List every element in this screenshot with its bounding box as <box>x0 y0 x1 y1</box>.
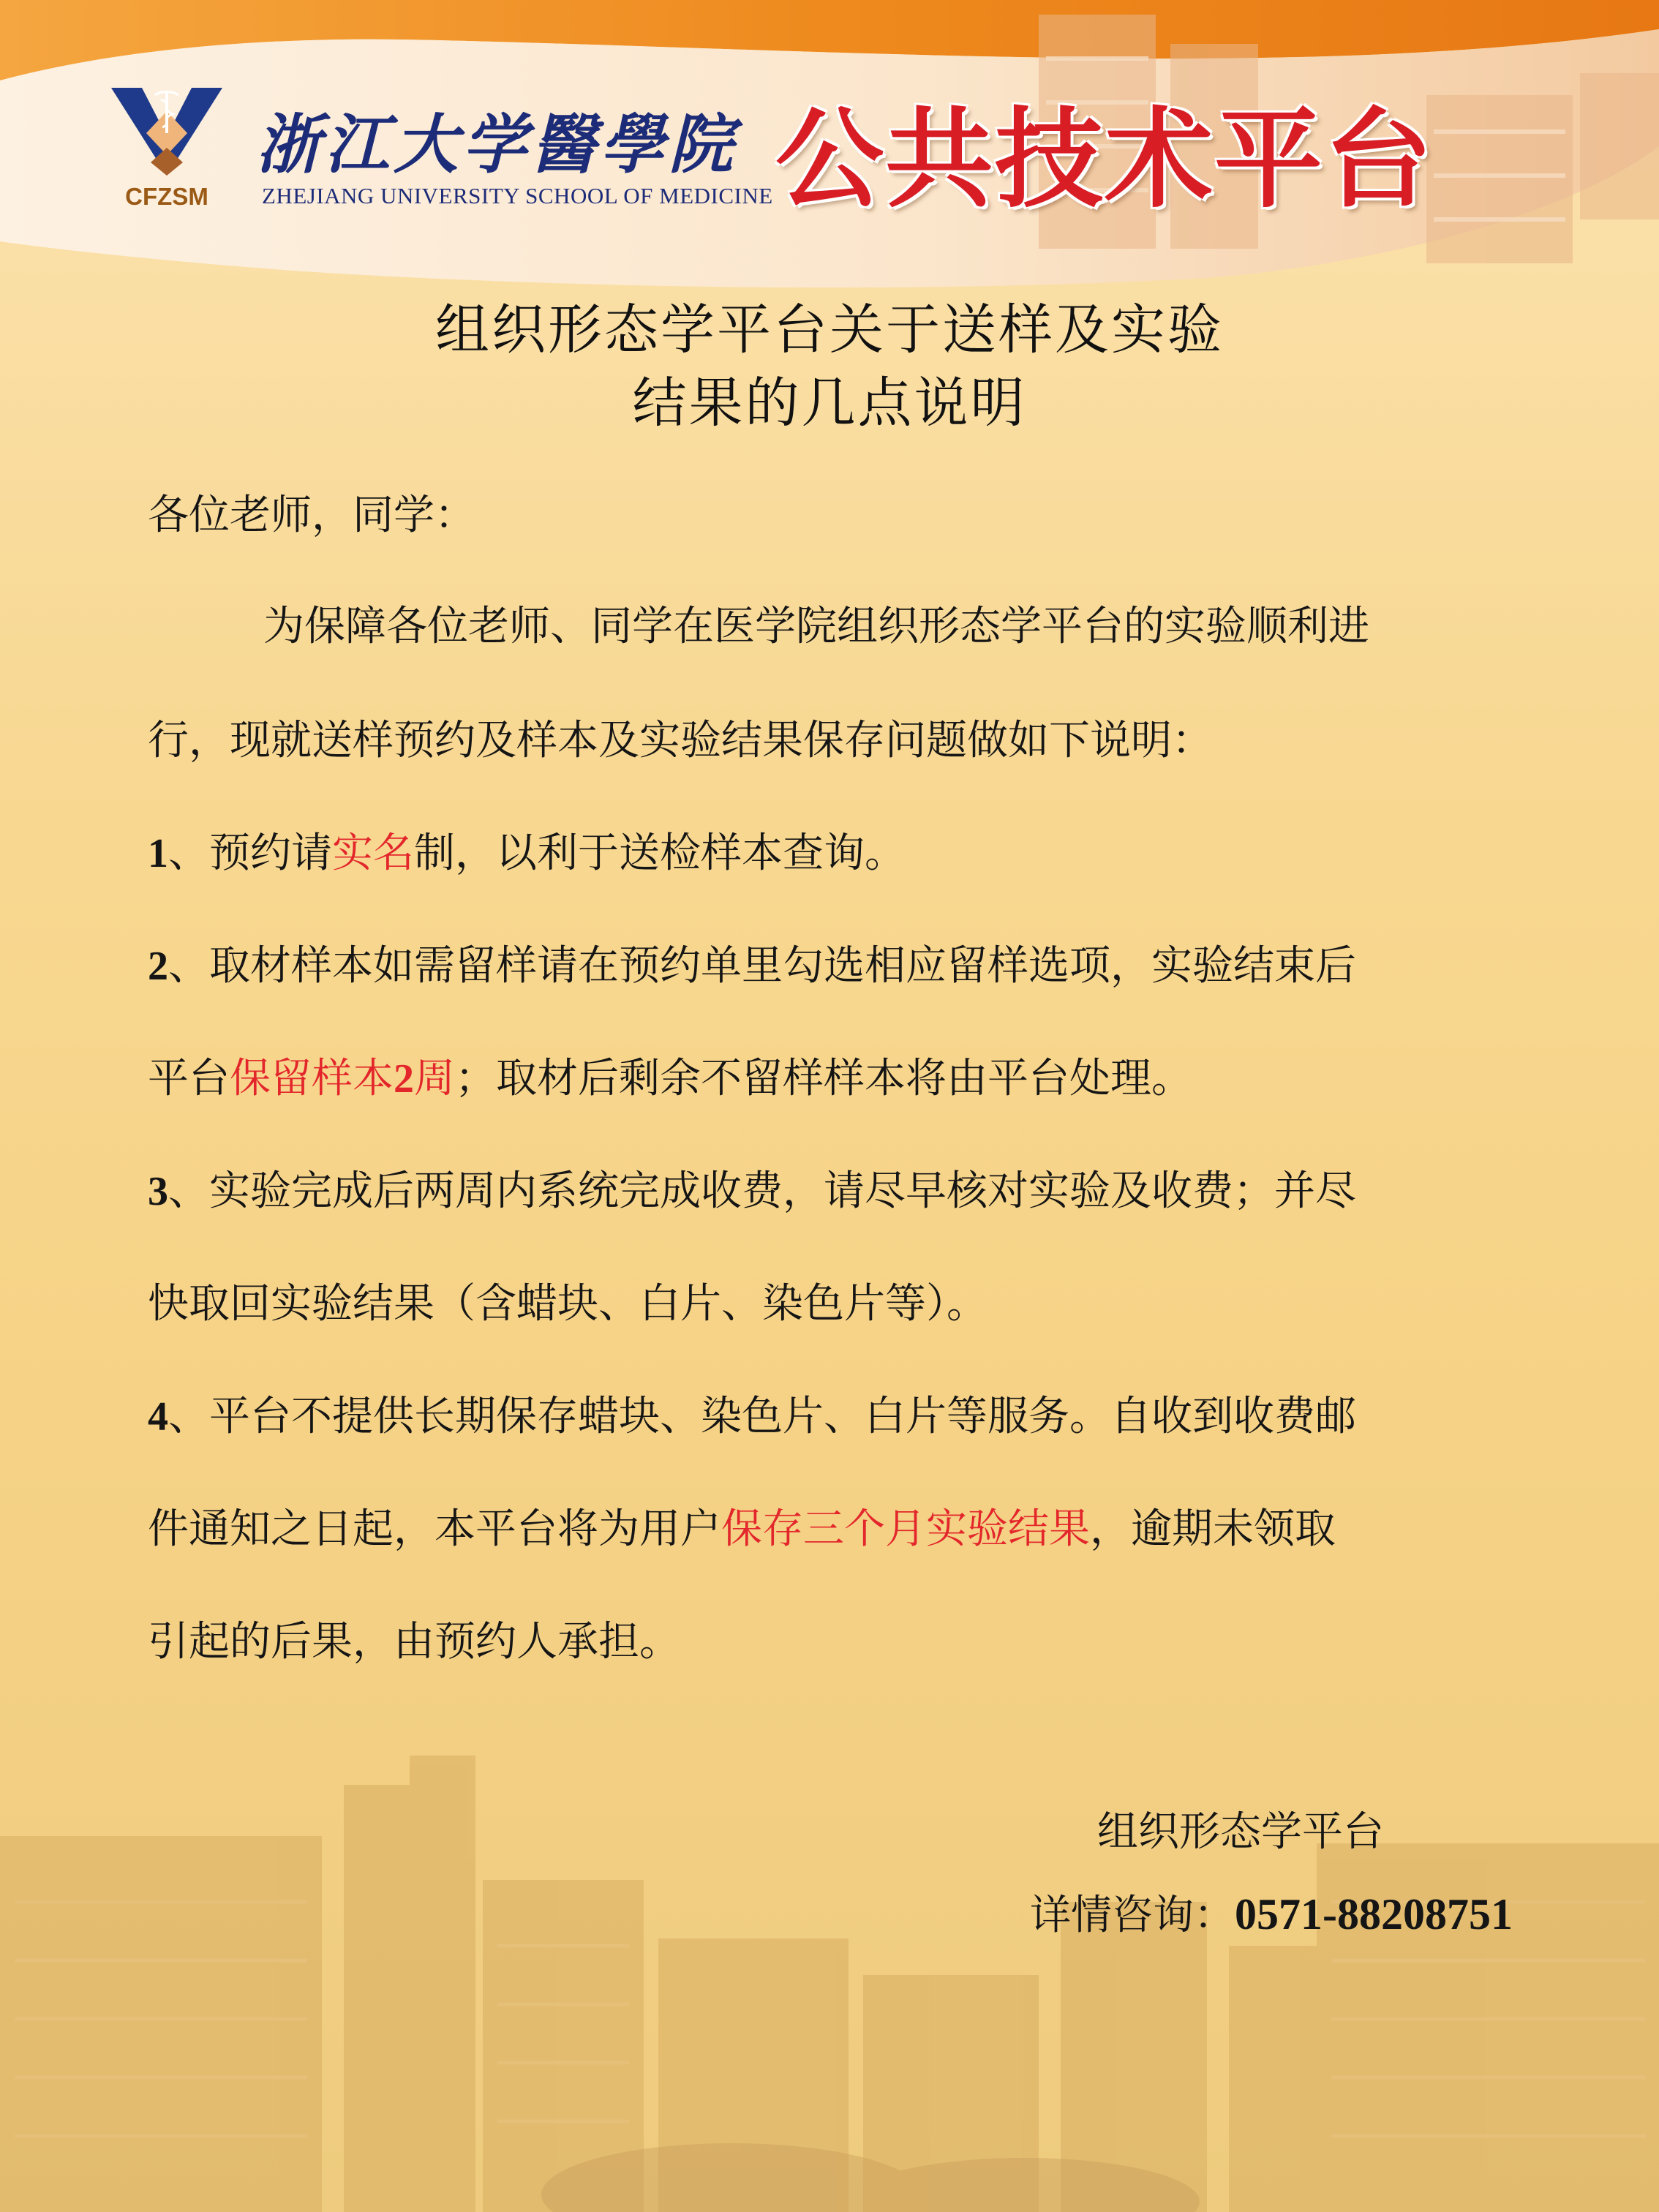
greeting: 各位老师，同学： <box>148 492 475 539</box>
contact-phone: 0571-88208751 <box>1235 1890 1513 1938</box>
item-text: 件通知之日起，本平台将为用户 <box>148 1505 721 1553</box>
item-highlight: 保存三个月实验结果 <box>721 1505 1090 1553</box>
list-item-3-line-1 <box>148 1159 1538 1217</box>
list-item-3-line-2 <box>148 1271 1538 1330</box>
list-item-4-line-3 <box>148 1609 1538 1668</box>
item-text: 制，以利于送检样本查询。 <box>414 830 906 877</box>
item-highlight-number: 2 <box>394 1056 414 1102</box>
platform-title: 公共技术平台 <box>775 95 1434 222</box>
list-item-4-line-2 <box>148 1497 1538 1555</box>
intro-line-1: 为保障各位老师、同学在医学院组织形态学平台的实验顺利进 <box>263 603 1369 650</box>
campus-buildings-background <box>0 1756 1659 2212</box>
item-text: 平台 <box>148 1055 230 1102</box>
item-text: 、平台不提供长期保存蜡块、染色片、白片等服务。自收到收费邮 <box>168 1393 1356 1440</box>
item-text: ；取材后剩余不留样样本将由平台处理。 <box>455 1055 1192 1102</box>
item-number: 4 <box>148 1394 168 1440</box>
logo-label: CFZSM <box>125 183 208 210</box>
caduceus-logo-icon <box>110 82 224 177</box>
list-item-4-line-1 <box>148 1384 1538 1442</box>
school-name-en: ZHEJIANG UNIVERSITY SCHOOL OF MEDICINE <box>262 183 773 208</box>
school-name-cn: 浙江大学醫學院 <box>256 106 738 182</box>
intro-line-2: 行，现就送样预约及样本及实验结果保存问题做如下说明： <box>148 717 1213 764</box>
item-text: 、预约请 <box>168 830 332 877</box>
item-text: ，逾期未领取 <box>1090 1505 1336 1553</box>
item-number: 3 <box>148 1169 168 1214</box>
item-highlight: 实名 <box>332 830 414 877</box>
item-text: 引起的后果，由预约人承担。 <box>148 1618 680 1666</box>
document-title-line-1: 组织形态学平台关于送样及实验 <box>435 298 1224 361</box>
item-text: 、取材样本如需留样请在预约单里勾选相应留样选项，实验结束后 <box>168 942 1356 990</box>
list-item-2-line-1 <box>148 933 1538 992</box>
item-highlight: 周 <box>414 1055 455 1102</box>
item-text: 、实验完成后两周内系统完成收费，请尽早核对实验及收费；并尽 <box>168 1167 1356 1215</box>
contact-label: 详情咨询： <box>1030 1892 1235 1939</box>
list-item-1-line-1 <box>148 821 1538 879</box>
item-text: 快取回实验结果（含蜡块、白片、染色片等）。 <box>148 1280 988 1328</box>
list-item-2-line-2 <box>148 1046 1538 1105</box>
item-number: 1 <box>148 831 168 876</box>
item-highlight: 保留样本 <box>230 1055 394 1102</box>
signature-org: 组织形态学平台 <box>1097 1808 1384 1856</box>
contact-line <box>1030 1883 1513 1941</box>
document-title-line-2: 结果的几点说明 <box>632 372 1027 434</box>
item-number: 2 <box>148 944 168 989</box>
